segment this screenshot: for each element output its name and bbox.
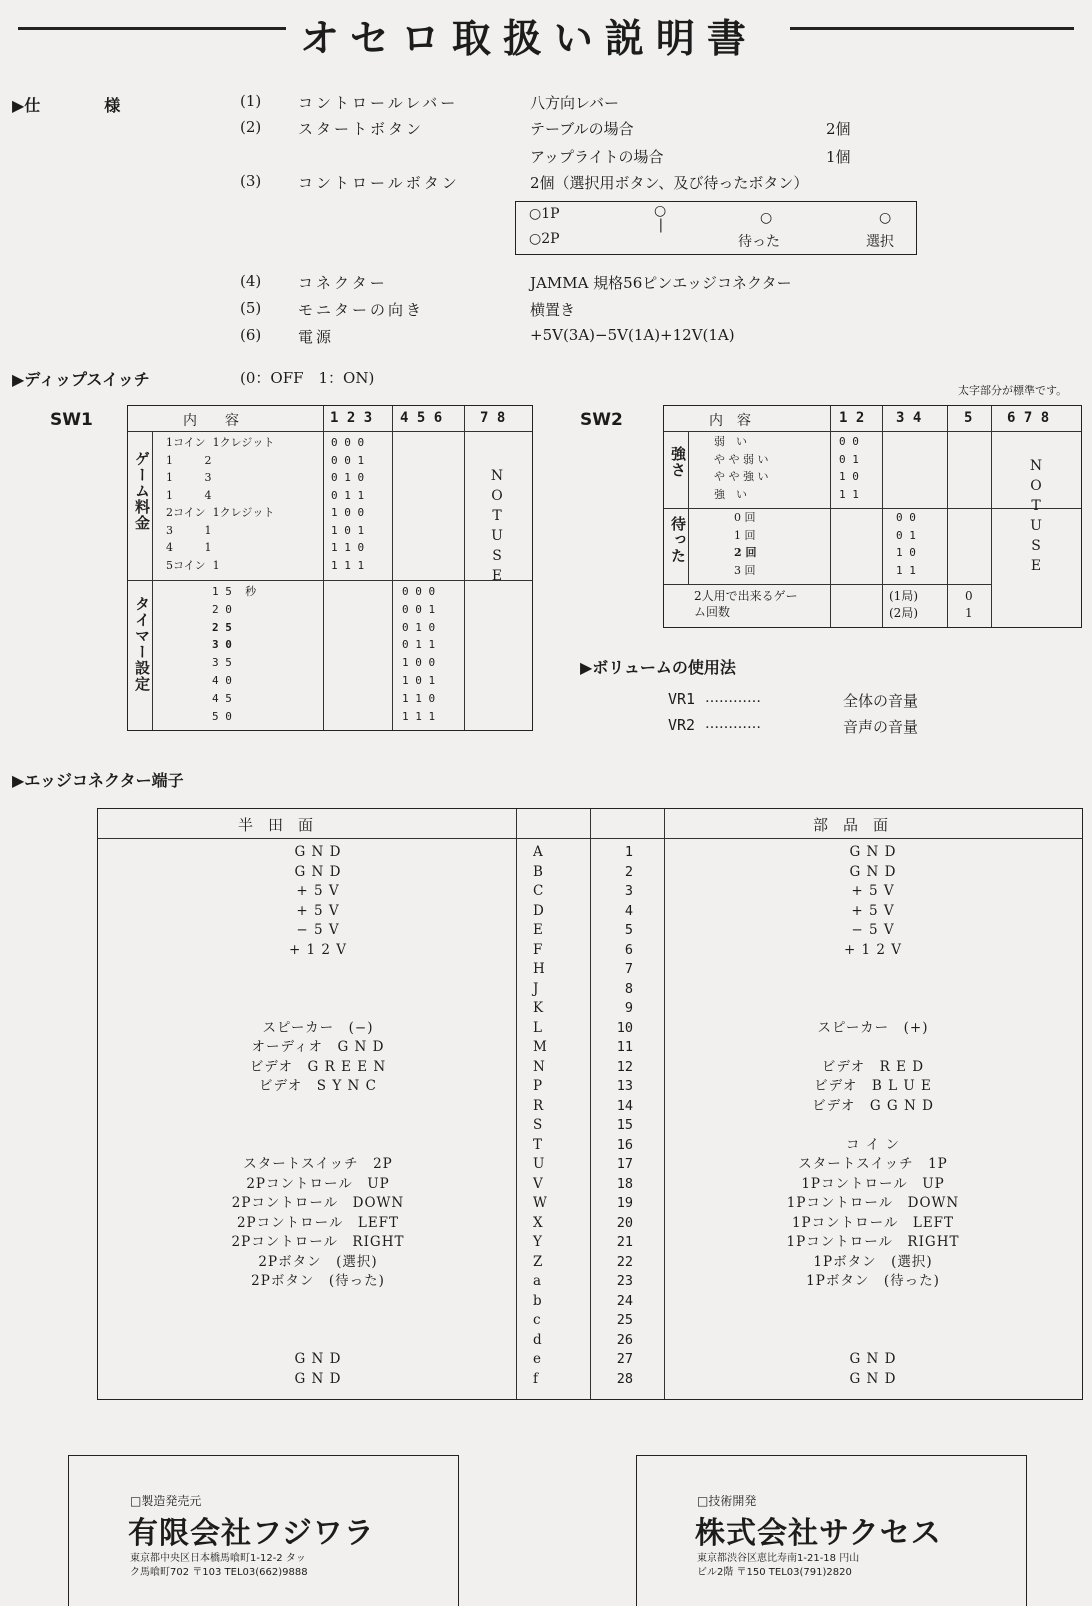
sw1-fee-bits: 0 0 1 [331, 453, 365, 467]
edge-solder-signal: 2Pボタン (選択) [258, 1253, 378, 1270]
sw2-strength-text: 弱 い [714, 435, 747, 448]
edge-parts-signal: + 5 V [851, 902, 895, 919]
sw2-strength-text: や や 弱 い [714, 452, 769, 466]
edge-row-number: 7 [624, 961, 633, 977]
spec-item: 電源 [298, 328, 335, 346]
edge-parts-signal: − 5 V [851, 922, 895, 938]
sw1-fee-bits: 1 0 0 [331, 506, 365, 519]
edge-row-letter: D [533, 902, 544, 919]
sw2-strength-text: や や 強 い [714, 470, 769, 483]
edge-row-number: 25 [616, 1312, 633, 1328]
sw1-fee-text: 5コイン 1 [166, 558, 220, 572]
edge-row-number: 28 [616, 1370, 633, 1387]
sw1-timer-text: 2 0 [212, 602, 232, 616]
sw1-fee-text: 1コイン 1クレジット [166, 436, 275, 449]
sw1-label: SW1 [50, 410, 93, 430]
sw2-wait-bits: 0 1 [896, 528, 916, 542]
sw2-wait-text: 1 回 [734, 528, 756, 542]
edge-row-letter: Y [533, 1234, 542, 1250]
sw1-fee-bits: 1 1 1 [331, 558, 365, 572]
select-button-icon: ○ [879, 210, 892, 226]
spec-item: コントロールレバー [298, 94, 459, 112]
edge-solder-signal: G N D [294, 1351, 342, 1367]
edge-row-letter: T [533, 1136, 543, 1153]
edge-row-number: 4 [624, 902, 633, 919]
sw2-wait-bits: 1 1 [896, 563, 916, 577]
edge-parts-signal: + 5 V [851, 883, 895, 899]
edge-parts-signal: ビデオ R E D [821, 1058, 925, 1075]
solder-side-header: 半 田 面 [238, 816, 314, 834]
edge-solder-signal: − 5 V [296, 922, 340, 938]
edge-row-letter: W [533, 1195, 547, 1211]
sw2-group-wait: 待った [669, 516, 687, 564]
edge-row-number: 26 [616, 1331, 633, 1348]
maker-address-1: 東京都中央区日本橋馬喰町1-12-2 タッ [130, 1553, 306, 1564]
sw1-timer-bits: 0 0 0 [402, 585, 436, 598]
edge-row-number: 24 [616, 1292, 633, 1309]
sw1-fee-bits: 0 0 0 [331, 436, 365, 449]
edge-solder-signal: 2Pコントロール DOWN [231, 1195, 405, 1211]
sw1-header-content: 内 容 [183, 413, 239, 429]
sw2-group-strength: 強さ [669, 446, 687, 478]
edge-row-letter: N [533, 1058, 545, 1075]
edge-parts-signal: 1Pコントロール DOWN [786, 1195, 960, 1211]
sw2-strength-bits: 1 1 [839, 487, 859, 501]
edge-row-letter: a [533, 1273, 542, 1289]
developer-address-2: ビル2階 〒150 TEL03(791)2820 [697, 1567, 852, 1578]
sw1-not-use: NOT USE [490, 468, 504, 584]
edge-row-letter: b [533, 1292, 542, 1309]
edge-row-number: 19 [616, 1195, 633, 1211]
edge-parts-signal: G N D [849, 844, 897, 860]
edge-solder-signal: + 5 V [296, 883, 340, 899]
edge-solder-signal: G N D [294, 863, 342, 880]
edge-solder-signal: G N D [294, 844, 342, 860]
title-rule-right [790, 27, 1074, 30]
spec-num: (2) [240, 118, 262, 136]
sw1-fee-text: 1 2 [166, 453, 212, 467]
sw2-wait-bits: 1 0 [896, 546, 916, 559]
sw1-timer-bits: 0 1 1 [402, 638, 436, 652]
edge-row-number: 9 [624, 1000, 633, 1016]
edge-solder-signal: + 1 2 V [288, 941, 348, 958]
sw1-timer-text: 3 0 [212, 638, 232, 652]
edge-row-number: 8 [624, 980, 633, 997]
edge-solder-signal: ビデオ S Y N C [259, 1078, 377, 1094]
sw2-not-use: NOT USE [1029, 458, 1043, 574]
edge-parts-signal: 1Pボタン (選択) [813, 1253, 933, 1270]
button-panel [515, 201, 917, 255]
edge-row-letter: A [533, 844, 543, 860]
vr1-name: VR1 [668, 690, 696, 708]
sw1-timer-text: 1 5 秒 [212, 585, 257, 598]
vr2-dots: ………… [705, 716, 761, 732]
sw1-timer-bits: 1 1 1 [402, 709, 436, 723]
edge-parts-signal: スピーカー (+) [817, 1019, 929, 1036]
edge-row-number: 21 [616, 1234, 633, 1250]
spec-value: 八方向レバー [530, 94, 619, 112]
sw2-header-12: 1 2 [839, 410, 865, 426]
edge-parts-signal: スタートスイッチ 1P [798, 1156, 948, 1172]
edge-row-letter: E [533, 922, 543, 938]
spec-count: 2個 [826, 120, 851, 138]
edge-row-number: 2 [624, 863, 633, 880]
edge-row-letter: X [533, 1214, 543, 1231]
maker-address-2: ク馬喰町702 〒103 TEL03(662)9888 [130, 1567, 308, 1578]
sw1-timer-bits: 0 0 1 [402, 602, 436, 616]
spec-value: アップライトの場合 [530, 148, 664, 166]
edge-row-number: 22 [616, 1253, 633, 1270]
edge-row-number: 6 [624, 941, 633, 958]
edge-parts-signal: 1Pボタン (待った) [806, 1273, 940, 1289]
edge-table [97, 808, 1083, 1400]
sw2-two-player-label: 2人用で出来るゲーム回数 [694, 589, 798, 619]
sw1-header-123: 1 2 3 [330, 410, 373, 426]
edge-solder-signal: オーディオ G N D [251, 1039, 385, 1055]
edge-solder-signal: ビデオ G R E E N [249, 1058, 387, 1075]
sw2-table [663, 405, 1082, 628]
edge-row-letter: S [533, 1117, 543, 1133]
edge-row-number: 15 [616, 1117, 633, 1133]
sw2-header-34: 3 4 [896, 410, 922, 426]
edge-parts-signal: ビデオ G G N D [812, 1097, 934, 1114]
edge-solder-signal: 2Pコントロール LEFT [236, 1214, 400, 1231]
panel-select-label: 選択 [866, 234, 894, 250]
developer-address-1: 東京都渋谷区恵比寿南1-21-18 円山 [697, 1553, 860, 1564]
sw2-opt-2-bit: 1 [965, 606, 973, 620]
edge-parts-signal: 1Pコントロール UP [801, 1175, 945, 1192]
sw2-header-678: 6 7 8 [1007, 410, 1050, 426]
sw1-table [127, 405, 533, 731]
sw2-strength-bits: 0 1 [839, 452, 859, 466]
spec-num: (3) [240, 172, 262, 190]
sw2-header-content: 内 容 [709, 413, 751, 429]
page-title: オセロ取扱い説明書 [300, 17, 758, 62]
sw1-fee-bits: 1 0 1 [331, 523, 365, 537]
sw1-fee-text: 2コイン 1クレジット [166, 506, 275, 519]
edge-row-number: 27 [616, 1351, 633, 1367]
sw1-fee-bits: 0 1 1 [331, 488, 365, 502]
edge-heading: ▶エッジコネクター端子 [12, 771, 184, 790]
sw1-timer-text: 5 0 [212, 709, 232, 723]
edge-solder-signal: スピーカー (−) [262, 1019, 374, 1036]
spec-num: (5) [240, 299, 262, 317]
spec-item: コントロールボタン [298, 174, 460, 192]
sw1-group-timer: タイマー設定 [133, 596, 151, 692]
dip-note: 太字部分が標準です。 [958, 384, 1068, 397]
panel-wait-label: 待った [738, 234, 780, 250]
spec-value: JAMMA 規格56ピンエッジコネクター [530, 274, 792, 292]
maker-name: 有限会社フジワラ [128, 1516, 375, 1551]
sw2-strength-text: 強 い [714, 487, 747, 501]
edge-row-letter: f [533, 1370, 538, 1387]
sw1-fee-bits: 1 1 0 [331, 541, 365, 554]
developer-role: □技術開発 [697, 1494, 757, 1508]
edge-row-number: 23 [616, 1273, 633, 1289]
edge-row-letter: e [533, 1351, 541, 1367]
edge-row-number: 14 [616, 1097, 633, 1114]
title-rule-left [18, 27, 286, 30]
spec-item: コネクター [298, 274, 388, 292]
sw2-opt-1-bit: 0 [965, 589, 973, 603]
sw2-strength-bits: 1 0 [839, 470, 859, 483]
edge-row-number: 5 [624, 922, 633, 938]
sw1-timer-bits: 1 0 0 [402, 656, 436, 670]
sw1-timer-bits: 1 1 0 [402, 691, 436, 705]
edge-solder-signal: 2Pコントロール RIGHT [231, 1234, 405, 1250]
edge-row-letter: M [533, 1039, 547, 1055]
sw2-wait-text: 0 回 [734, 511, 756, 524]
edge-row-number: 3 [624, 883, 633, 899]
edge-row-letter: V [533, 1175, 543, 1192]
spec-value: 2個（選択用ボタン、及び待ったボタン） [530, 174, 809, 192]
sw1-header-78: 7 8 [480, 410, 506, 426]
dip-legend: (0：OFF 1：ON) [240, 369, 375, 387]
vr2-name: VR2 [668, 716, 696, 734]
edge-row-letter: H [533, 961, 545, 977]
edge-solder-signal: 2Pコントロール UP [246, 1175, 390, 1192]
vr1-dots: ………… [705, 690, 761, 706]
edge-row-letter: R [533, 1097, 544, 1114]
edge-row-letter: c [533, 1312, 541, 1328]
sw2-opt-1: (1局) [889, 589, 918, 603]
spec-num: (4) [240, 272, 262, 290]
edge-row-number: 16 [616, 1136, 633, 1153]
edge-row-number: 10 [616, 1019, 633, 1036]
volume-heading: ▶ボリュームの使用法 [580, 658, 736, 677]
spec-num: (1) [240, 92, 262, 110]
edge-solder-signal: スタートスイッチ 2P [243, 1156, 393, 1172]
sw1-fee-text: 4 1 [166, 541, 212, 554]
sw2-strength-bits: 0 0 [839, 435, 859, 448]
edge-parts-signal: + 1 2 V [843, 941, 903, 958]
edge-parts-signal: G N D [849, 1370, 897, 1387]
spec-value: テーブルの場合 [530, 120, 634, 138]
sw1-group-fee: ゲーム料金 [133, 451, 151, 531]
sw1-fee-text: 3 1 [166, 523, 212, 537]
sw2-wait-bits: 0 0 [896, 511, 916, 524]
edge-row-letter: d [533, 1331, 542, 1348]
vr2-desc: 音声の音量 [843, 718, 919, 736]
edge-parts-signal: G N D [849, 863, 897, 880]
spec-num: (6) [240, 326, 262, 344]
sw2-opt-2: (2局) [889, 606, 918, 620]
edge-row-number: 12 [616, 1058, 633, 1075]
sw2-label: SW2 [580, 410, 623, 430]
panel-1p: ○1P [529, 206, 560, 222]
edge-row-number: 17 [616, 1156, 633, 1172]
edge-parts-signal: コ イ ン [845, 1136, 901, 1153]
sw1-header-456: 4 5 6 [400, 410, 443, 426]
spec-item: モニターの向き [298, 301, 425, 319]
panel-2p: ○2P [529, 231, 560, 247]
edge-row-number: 18 [616, 1175, 633, 1192]
sw1-timer-text: 4 5 [212, 691, 232, 705]
spec-heading: ▶仕 様 [12, 96, 121, 115]
edge-row-number: 13 [616, 1078, 633, 1094]
edge-row-letter: P [533, 1078, 543, 1094]
lever-icon: ○ | [654, 203, 667, 233]
edge-row-number: 20 [616, 1214, 633, 1231]
edge-solder-signal: + 5 V [296, 902, 340, 919]
edge-row-letter: U [533, 1156, 545, 1172]
spec-item: スタートボタン [298, 120, 425, 138]
edge-row-letter: B [533, 863, 543, 880]
edge-parts-signal: 1Pコントロール LEFT [791, 1214, 955, 1231]
sw2-wait-text: 2 回 [734, 546, 757, 559]
sw2-wait-text: 3 回 [734, 563, 756, 577]
edge-row-letter: F [533, 941, 543, 958]
wait-button-icon: ○ [760, 210, 773, 226]
edge-row-letter: Z [533, 1253, 543, 1270]
sw1-timer-bits: 0 1 0 [402, 620, 436, 634]
edge-parts-signal: ビデオ B L U E [814, 1078, 932, 1094]
edge-row-number: 11 [616, 1039, 633, 1055]
spec-value: +5V(3A)−5V(1A)+12V(1A) [530, 326, 735, 344]
sw1-timer-bits: 1 0 1 [402, 674, 436, 687]
parts-side-header: 部 品 面 [813, 816, 889, 834]
maker-role: □製造発売元 [130, 1494, 202, 1508]
sw2-header-5: 5 [964, 410, 973, 426]
sw1-fee-bits: 0 1 0 [331, 471, 365, 484]
edge-row-letter: L [533, 1019, 542, 1036]
edge-row-letter: C [533, 883, 544, 899]
edge-row-number: 1 [624, 844, 633, 860]
edge-row-letter: J [533, 980, 539, 997]
edge-solder-signal: G N D [294, 1370, 342, 1387]
spec-count: 1個 [826, 148, 851, 166]
sw1-fee-text: 1 3 [166, 471, 212, 484]
sw1-timer-text: 2 5 [212, 620, 232, 634]
developer-name: 株式会社サクセス [695, 1516, 942, 1551]
dip-heading: ▶ディップスイッチ [12, 370, 150, 389]
edge-solder-signal: 2Pボタン (待った) [251, 1273, 385, 1289]
edge-parts-signal: G N D [849, 1351, 897, 1367]
edge-parts-signal: 1Pコントロール RIGHT [786, 1234, 960, 1250]
sw1-timer-text: 3 5 [212, 656, 232, 670]
sw1-fee-text: 1 4 [166, 488, 212, 502]
sw1-timer-text: 4 0 [212, 674, 232, 687]
edge-row-letter: K [533, 1000, 544, 1016]
spec-value: 横置き [530, 301, 576, 319]
vr1-desc: 全体の音量 [843, 692, 919, 710]
